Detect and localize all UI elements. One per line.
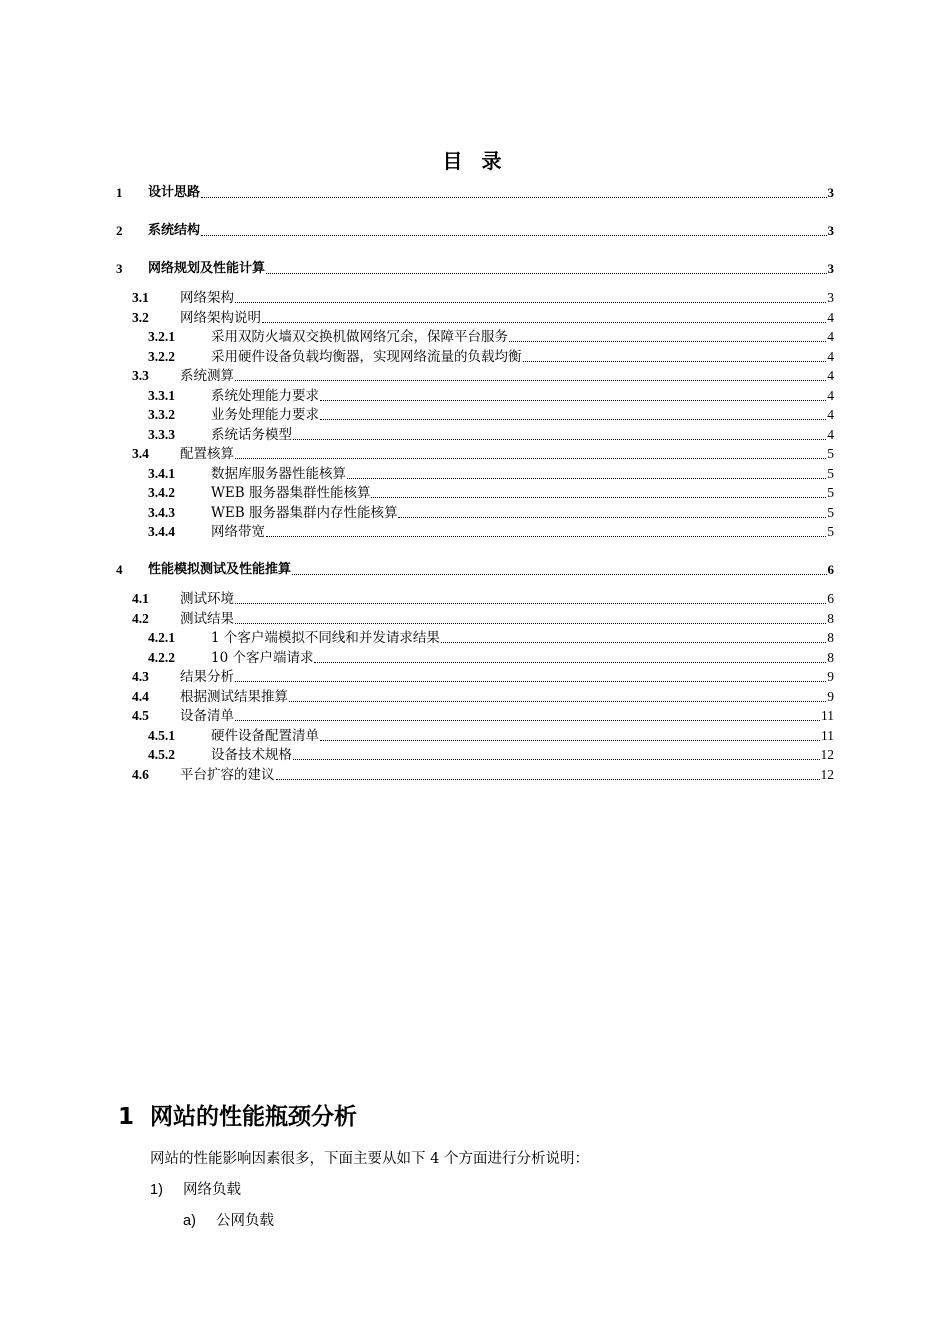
toc-entry-label: 测试环境 xyxy=(180,591,234,607)
toc-entry-page: 4 xyxy=(827,329,834,344)
toc-entry-label: 采用双防火墙双交换机做网络冗余，保障平台服务 xyxy=(211,329,508,345)
toc-entry-page: 9 xyxy=(827,669,834,684)
toc-entry[interactable] xyxy=(132,309,834,327)
toc-entry-label: 系统话务模型 xyxy=(211,426,292,443)
toc-entry[interactable] xyxy=(116,561,834,579)
toc-entry-page: 12 xyxy=(820,766,834,782)
toc-entry-label: 业务处理能力要求 xyxy=(211,407,319,423)
list-item-network-load xyxy=(150,1180,241,1200)
toc-entry[interactable] xyxy=(116,222,834,240)
toc-entry-label: 系统测算 xyxy=(180,368,234,384)
toc-entry[interactable] xyxy=(148,387,834,405)
toc-entry[interactable] xyxy=(116,184,834,202)
toc-entry-number: 3.2.1 xyxy=(148,329,175,344)
toc-entry-label: 根据测试结果推算 xyxy=(180,688,288,705)
toc-entry[interactable] xyxy=(132,610,834,628)
toc-entry-number: 3.3.1 xyxy=(148,387,175,403)
toc-entry-number: 3.4.1 xyxy=(148,465,175,481)
toc-entry-number: 3.4.4 xyxy=(148,524,175,539)
toc-entry[interactable] xyxy=(132,445,834,463)
toc-entry[interactable] xyxy=(148,484,834,502)
toc-dot-leader xyxy=(314,662,826,663)
toc-entry[interactable] xyxy=(148,629,834,647)
toc-entry-page: 5 xyxy=(827,446,834,461)
toc-entry-page: 8 xyxy=(827,630,834,645)
toc-dot-leader xyxy=(266,536,826,537)
toc-entry-label: 测试结果 xyxy=(180,610,234,627)
toc-entry-page: 4 xyxy=(827,407,834,422)
toc-entry[interactable] xyxy=(132,590,834,608)
toc-entry[interactable] xyxy=(148,406,834,424)
toc-entry-page: 8 xyxy=(827,610,834,626)
toc-entry-label: 系统结构 xyxy=(148,223,201,238)
toc-entry[interactable] xyxy=(148,746,834,764)
toc-entry-number: 4.1 xyxy=(132,591,149,606)
toc-entry-page: 4 xyxy=(827,426,834,442)
toc-entry[interactable] xyxy=(148,727,834,745)
section-number: 1 xyxy=(118,1104,135,1130)
toc-entry-page: 5 xyxy=(827,524,834,539)
toc-dot-leader xyxy=(292,574,826,575)
toc-entry-page: 8 xyxy=(827,649,834,665)
toc-dot-leader xyxy=(320,400,826,401)
toc-entry-label: 配置核算 xyxy=(180,446,234,462)
toc-entry[interactable] xyxy=(132,707,834,725)
toc-entry-page: 4 xyxy=(827,368,834,383)
toc-entry-page: 6 xyxy=(827,562,834,577)
toc-dot-leader xyxy=(523,361,827,362)
toc-dot-leader xyxy=(320,419,826,420)
toc-dot-leader xyxy=(293,439,826,440)
toc-entry-label: 网络规划及性能计算 xyxy=(148,261,266,276)
toc-entry[interactable] xyxy=(148,504,834,522)
toc-title: 目 录 xyxy=(442,149,508,173)
toc-dot-leader xyxy=(293,759,820,760)
toc-entry-number: 3.2.2 xyxy=(148,348,175,364)
toc-entry-label: 设备清单 xyxy=(180,708,234,724)
toc-entry-page: 5 xyxy=(827,504,834,520)
toc-entry-number: 3.3.3 xyxy=(148,426,175,442)
toc-entry-page: 6 xyxy=(827,591,834,606)
toc-entry-number: 4.2 xyxy=(132,610,149,626)
toc-dot-leader xyxy=(347,478,826,479)
toc-entry-number: 4.3 xyxy=(132,669,149,684)
toc-dot-leader xyxy=(235,720,820,721)
toc-entry-number: 4.5.1 xyxy=(148,727,175,743)
toc-dot-leader xyxy=(398,517,826,518)
toc-entry-number: 4.2.1 xyxy=(148,630,175,645)
toc-dot-leader xyxy=(509,341,826,342)
toc-entry-page: 5 xyxy=(827,465,834,481)
toc-entry-number: 3 xyxy=(116,261,123,276)
toc-entry-label: 1 个客户端模拟不同线和并发请求结果 xyxy=(211,630,440,646)
toc-dot-leader xyxy=(262,322,826,323)
toc-dot-leader xyxy=(235,380,826,381)
toc-dot-leader xyxy=(235,302,826,303)
toc-entry[interactable] xyxy=(148,649,834,667)
toc-entry[interactable] xyxy=(148,523,834,541)
toc-dot-leader xyxy=(235,681,826,682)
toc-dot-leader xyxy=(320,740,820,741)
toc-dot-leader xyxy=(371,497,826,498)
toc-dot-leader xyxy=(201,235,826,236)
toc-entry-page: 3 xyxy=(827,185,834,200)
toc-entry-number: 3.4 xyxy=(132,446,149,461)
toc-entry-label: 网络带宽 xyxy=(211,524,265,540)
toc-entry-number: 2 xyxy=(116,223,123,238)
toc-entry-label: 平台扩容的建议 xyxy=(180,766,275,783)
toc-entry-number: 3.1 xyxy=(132,290,149,305)
list-marker: a) xyxy=(183,1213,196,1229)
intro-paragraph: 网站的性能影响因素很多，下面主要从如下 4 个方面进行分析说明： xyxy=(150,1151,589,1167)
toc-entry-label: WEB 服务器集群性能核算 xyxy=(211,485,371,501)
toc-entry-page: 3 xyxy=(827,261,834,276)
list-item-text: 公网负载 xyxy=(216,1213,274,1229)
toc-entry-number: 3.2 xyxy=(132,309,149,325)
toc-entry-label: 系统处理能力要求 xyxy=(211,387,319,404)
toc-entry[interactable] xyxy=(132,668,834,686)
toc-entry-label: 网络架构 xyxy=(180,290,234,306)
toc-entry-label: 硬件设备配置清单 xyxy=(211,727,319,744)
toc-entry-page: 4 xyxy=(827,348,834,364)
list-item-text: 网络负载 xyxy=(183,1182,241,1198)
toc-entry-page: 4 xyxy=(827,387,834,403)
toc-entry[interactable] xyxy=(132,289,834,307)
toc-entry-label: WEB 服务器集群内存性能核算 xyxy=(211,504,398,521)
list-marker: 1) xyxy=(150,1182,163,1198)
toc-dot-leader xyxy=(289,701,826,702)
toc-entry-page: 9 xyxy=(827,688,834,704)
toc-entry-number: 4.5.2 xyxy=(148,747,175,762)
toc-entry[interactable] xyxy=(116,260,834,278)
toc-dot-leader xyxy=(201,197,826,198)
toc-entry[interactable] xyxy=(148,328,834,346)
toc-entry-label: 结果分析 xyxy=(180,669,234,685)
toc-entry[interactable] xyxy=(148,426,834,444)
toc-entry-number: 3.4.3 xyxy=(148,504,175,520)
toc-entry-label: 性能模拟测试及性能推算 xyxy=(148,562,292,577)
toc-entry-number: 4 xyxy=(116,562,123,577)
toc-dot-leader xyxy=(266,273,826,274)
toc-entry-page: 12 xyxy=(820,747,834,762)
toc-entry[interactable] xyxy=(148,465,834,483)
toc-entry[interactable] xyxy=(132,688,834,706)
toc-entry-number: 1 xyxy=(116,185,123,200)
toc-entry-number: 4.4 xyxy=(132,688,149,704)
section-heading xyxy=(118,1098,357,1131)
toc-entry-label: 10 个客户端请求 xyxy=(211,649,314,666)
list-item-public-network-load xyxy=(183,1211,274,1231)
toc-entry-page: 3 xyxy=(827,223,834,238)
toc-entry[interactable] xyxy=(148,348,834,366)
toc-entry-page: 3 xyxy=(827,290,834,305)
toc-dot-leader xyxy=(235,603,826,604)
toc-dot-leader xyxy=(235,458,826,459)
toc-entry-label: 网络架构说明 xyxy=(180,309,261,326)
toc-entry-number: 3.3 xyxy=(132,368,149,383)
toc-entry-label: 设备技术规格 xyxy=(211,747,292,763)
toc-entry-page: 11 xyxy=(821,727,834,743)
toc-entry-number: 4.6 xyxy=(132,766,149,782)
section-title: 网站的性能瓶颈分析 xyxy=(150,1104,357,1130)
toc-entry-label: 设计思路 xyxy=(148,185,201,200)
toc-entry-page: 4 xyxy=(827,309,834,325)
toc-entry-number: 3.4.2 xyxy=(148,485,175,500)
toc-dot-leader xyxy=(441,642,826,643)
toc-entry-label: 采用硬件设备负载均衡器，实现网络流量的负载均衡 xyxy=(211,348,522,365)
toc-entry-number: 4.2.2 xyxy=(148,649,175,665)
toc-entry[interactable] xyxy=(132,367,834,385)
toc-entry-page: 5 xyxy=(827,485,834,500)
toc-dot-leader xyxy=(235,623,826,624)
toc-entry-number: 3.3.2 xyxy=(148,407,175,422)
toc-entry-page: 11 xyxy=(821,708,834,723)
toc-entry[interactable] xyxy=(132,766,834,784)
toc-entry-label: 数据库服务器性能核算 xyxy=(211,465,346,482)
toc-dot-leader xyxy=(276,779,820,780)
toc-entry-number: 4.5 xyxy=(132,708,149,723)
